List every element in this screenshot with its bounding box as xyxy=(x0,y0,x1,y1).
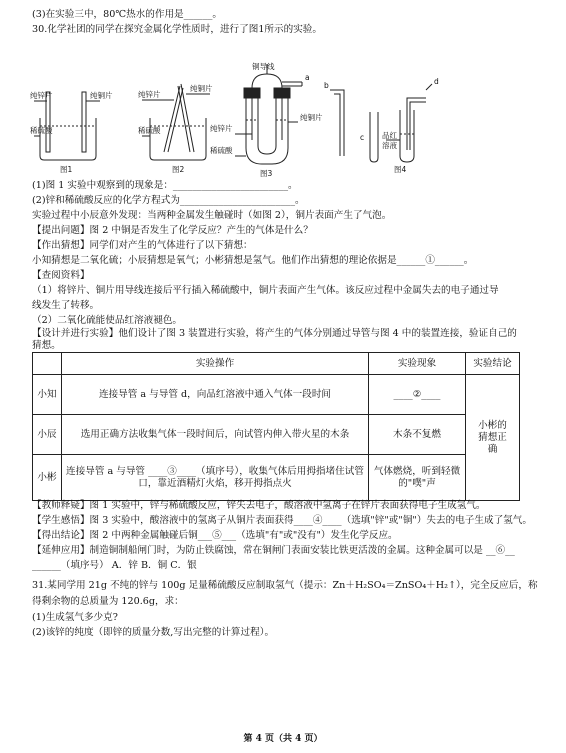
table-header-cell xyxy=(33,353,62,375)
question-30-intro: 30.化学社团的同学在探究金属化学性质时，进行了图1所示的实验。 xyxy=(32,24,322,35)
table-header-cell: 实验结论 xyxy=(466,353,520,375)
fig1-label-acid: 稀硫酸 xyxy=(30,126,53,135)
q30-line: 【查阅资料】 xyxy=(32,270,90,281)
fig1-label-zinc: 纯锌片 xyxy=(30,91,53,100)
q30-after: 【教师释疑】图 1 实验中，锌与稀硫酸反应，锌失去电子，酸溶液中氢离子在锌片表面获得电子生成氢气。 xyxy=(32,500,486,511)
fig3-caption: 图3 xyxy=(260,169,273,178)
fig3-label-acid: 稀硫酸 xyxy=(210,146,233,155)
q30-line: 【设计并进行实验】他们设计了图 3 装置进行实验，将产生的气体分别通过导管与图 4 中的装置连接，验证自己的 xyxy=(32,328,517,339)
question-31-sub2: (2)该锌的纯度（即锌的质量分数,写出完整的计算过程）。 xyxy=(32,627,275,638)
fig2-label-acid: 稀硫酸 xyxy=(138,126,161,135)
table-person-cell: 小彬 xyxy=(33,455,62,501)
table-row xyxy=(33,455,520,501)
table-row xyxy=(33,415,520,455)
table-row xyxy=(33,375,520,415)
q30-after: ______（填序号） A．锌 B．铜 C．银 xyxy=(32,560,197,571)
fig4-label-c: c xyxy=(360,133,365,142)
table-header-cell: 实验现象 xyxy=(369,353,466,375)
question-29-part3: (3)在实验三中，80℃热水的作用是______。 xyxy=(32,9,223,20)
table-person-cell: 小辰 xyxy=(33,415,62,455)
table-person-cell: 小知 xyxy=(33,375,62,415)
table-operation-cell: 选用正确方法收集气体一段时间后，向试管内伸入带火星的木条 xyxy=(62,415,369,455)
fig4-caption: 图4 xyxy=(394,165,407,174)
fig4-label-b: b xyxy=(324,81,329,90)
q30-line: 小知猜想是二氧化硫；小辰猜想是氧气；小彬猜想是氢气。他们作出猜想的理论依据是______①______。 xyxy=(32,255,474,266)
fig3-label-a: a xyxy=(305,73,310,82)
table-header-row xyxy=(33,353,520,375)
fig3-label-copper: 纯铜片 xyxy=(300,113,323,122)
page-footer: 第 4 页（共 4 页） xyxy=(243,734,323,744)
fig3-label-wire: 铜导线 xyxy=(252,62,275,71)
table-conclusion-cell: 小彬的猜想正确 xyxy=(466,375,520,501)
table-phenomenon-cell: 气体燃烧，听到轻微的"噗"声 xyxy=(369,455,466,501)
fig2-caption: 图2 xyxy=(172,165,185,174)
fig1-label-copper: 纯铜片 xyxy=(90,91,113,100)
q30-after: 【延伸应用】制造铜制船闸门时，为防止铁腐蚀，常在铜闸门表面安装比铁更活泼的金属。这种金属可以是 __⑥__ xyxy=(32,545,515,556)
q30-line: 【作出猜想】同学们对产生的气体进行了以下猜想： xyxy=(32,240,253,251)
table-operation-cell: 连接导管 a 与导管 d，向品红溶液中通入气体一段时间 xyxy=(62,375,369,415)
question-31-line1: 31.某同学用 21g 不纯的锌与 100g 足量稀硫酸反应制取氢气（提示：Zn＋H₂SO₄＝ZnSO₄＋H₂↑），完全反应后，称 xyxy=(32,580,538,591)
q30-line: 猜想。 xyxy=(32,340,61,351)
table-header-cell: 实验操作 xyxy=(62,353,369,375)
question-31-line2: 得剩余物的总质量为 120.6g，求： xyxy=(32,596,184,607)
fig2-label-copper: 纯铜片 xyxy=(190,84,213,93)
figure-3-apparatus xyxy=(235,64,302,164)
q30-line: （1）将锌片、铜片用导线连接后平行插入稀硫酸中，铜片表面产生气体。该反应过程中金属失去的电子通过导 xyxy=(32,285,499,296)
q30-line: (2)锌和稀硫酸反应的化学方程式为________________________。 xyxy=(32,195,305,206)
experiment-table xyxy=(32,352,520,501)
fig4-label-solution: 溶液 xyxy=(382,141,397,150)
fig4-label-dye: 品红 xyxy=(382,131,397,140)
table-phenomenon-cell: ____②____ xyxy=(369,375,466,415)
fig2-label-zinc: 纯锌片 xyxy=(138,90,161,99)
fig3-label-zinc: 纯锌片 xyxy=(210,124,233,133)
fig4-label-d: d xyxy=(434,77,439,86)
q30-line: （2）二氧化硫能使品红溶液褪色。 xyxy=(32,315,183,326)
fig1-caption: 图1 xyxy=(60,165,73,174)
q30-after: 【学生感悟】图 3 实验中，酸溶液中的氢离子从铜片表面获得____④____（选填"锌"或"铜"）失去的电子生成了氢气。 xyxy=(32,515,532,526)
question-31-sub1: (1)生成氢气多少克? xyxy=(32,612,118,623)
table-operation-cell: 连接导管 a 与导管 ____③____（填序号），收集气体后用拇指堵住试管口，靠近酒精灯火焰，移开拇指点火 xyxy=(62,455,369,501)
q30-line: (1)图 1 实验中观察到的现象是：________________________。 xyxy=(32,180,298,191)
q30-line: 实验过程中小辰意外发现：当两种金属发生触碰时（如图 2），铜片表面产生了气泡。 xyxy=(32,210,392,221)
q30-line: 【提出问题】图 2 中铜是否发生了化学反应？产生的气体是什么？ xyxy=(32,225,313,236)
figure-4-apparatus xyxy=(330,84,432,162)
q30-line: 线发生了转移。 xyxy=(32,300,100,311)
q30-after: 【得出结论】图 2 中两种金属触碰后铜___⑤___（选填"有"或"没有"）发生化学反应。 xyxy=(32,530,398,541)
table-phenomenon-cell: 木条不复燃 xyxy=(369,415,466,455)
experiment-figures xyxy=(30,60,540,178)
